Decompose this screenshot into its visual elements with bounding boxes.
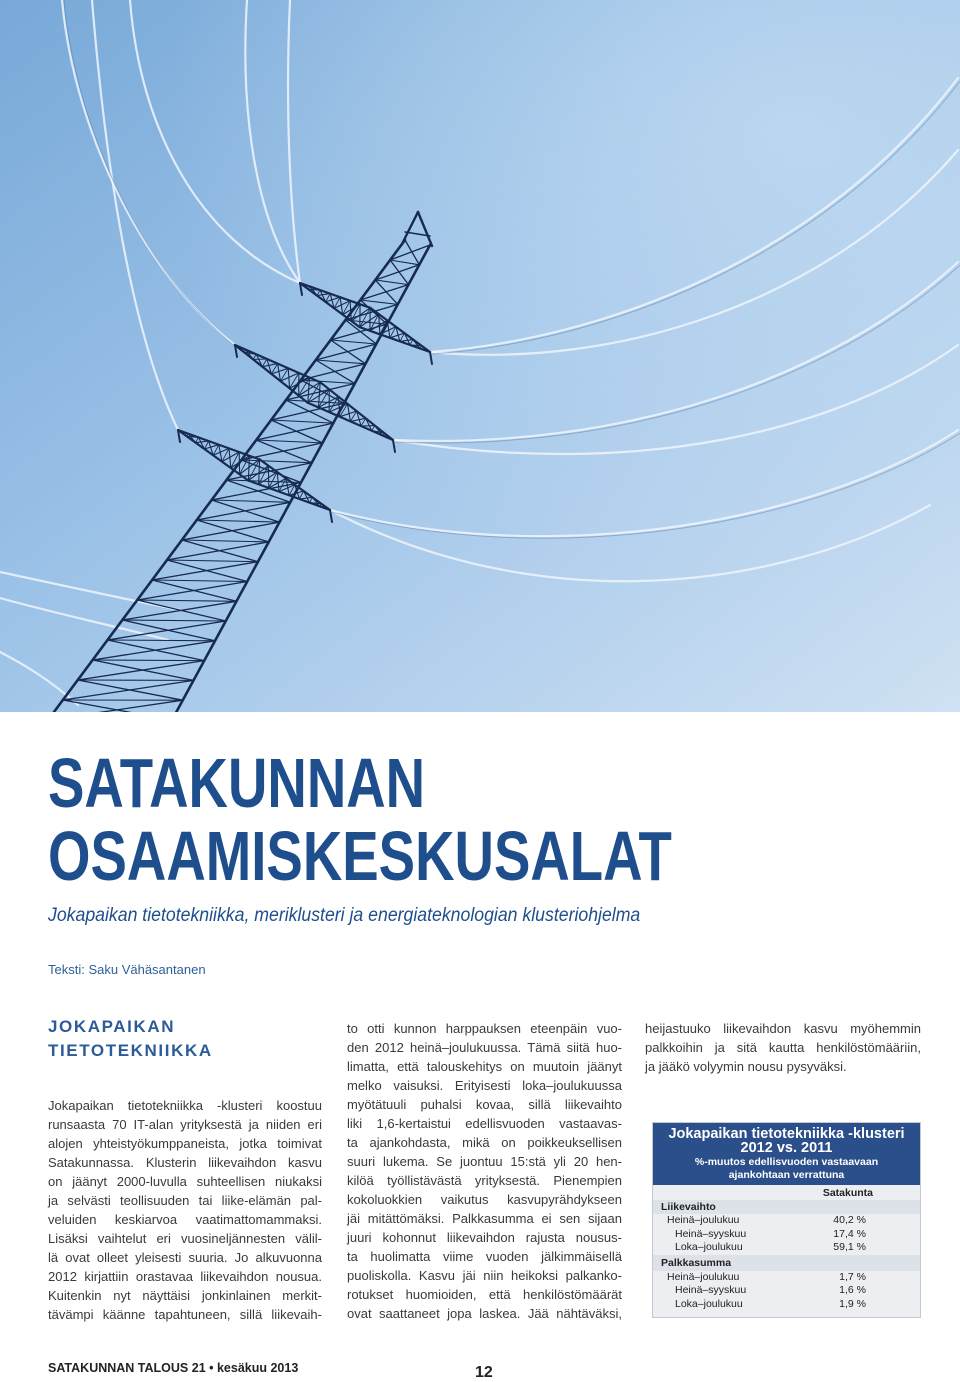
body-line: ta ajankohdasta, mikä on poikkeuksellisen <box>347 1135 622 1150</box>
body-line: melko vaisuksi. Erityisesti loka–joulukuussa <box>347 1078 622 1093</box>
table-section-row <box>653 1200 920 1214</box>
body-line: veluiden keskiarvoa vaatimattomammaksi. <box>48 1212 322 1227</box>
body-line: Kuitenkin nyt näyttäisi jonkinlainen merkit- <box>48 1288 322 1303</box>
body-line: puoliskolla. Kasvu jäi niin heikoksi palkanko- <box>347 1268 622 1283</box>
table-section-row <box>653 1255 920 1271</box>
body-line: Jokapaikan tietotekniikka -klusteri koostuu <box>48 1098 322 1113</box>
body-line: runsaasta 70 IT-alan yrityksestä ja niiden eri <box>48 1117 322 1132</box>
table-row-label: Loka–joulukuu <box>675 1241 743 1253</box>
table-section-label: Palkkasumma <box>661 1256 732 1269</box>
table-header <box>653 1123 920 1185</box>
table-column-header: Satakunta <box>822 1187 873 1199</box>
table-row-label: Heinä–syyskuu <box>675 1284 747 1296</box>
pylon-strut <box>93 660 205 661</box>
body-line: limatta, että talouskehitys on muutoin jäänyt <box>347 1059 622 1074</box>
body-line: rotukset huomioiden, että henkilöstömäärät <box>347 1287 622 1302</box>
article-title-line-2: OSAAMISKESKUSALAT <box>48 817 672 895</box>
body-line: jäi mitättömäksi. Palkkasumma ei sen sijaan <box>347 1211 622 1226</box>
body-line: suuri lukema. Se juontuu 15:stä yli 20 hen- <box>347 1154 622 1169</box>
body-line: juuri kohonnut liikevaihdon rajusta nousus- <box>347 1230 622 1245</box>
table-row-label: Heinä–joulukuu <box>667 1214 740 1226</box>
body-line: kilöä työllistävästä yrityksestä. Pienempien <box>347 1173 622 1188</box>
byline: Teksti: Saku Vähäsantanen <box>48 962 206 977</box>
table-row <box>653 1241 920 1255</box>
section-heading <box>48 1015 213 1063</box>
body-line: on jäänyt 2000-luvulla suhteellisen niukaksi <box>48 1174 322 1189</box>
body-line: alojen yhteistyökumppaneista, jotka toimivat <box>48 1136 322 1151</box>
text-column-3 <box>645 1019 921 1076</box>
table-section-label: Liikevaihto <box>661 1201 716 1213</box>
body-line: 2012 kirjattiin orastavaa liikevaihdon nousua. <box>48 1269 322 1284</box>
body-line: den 2012 heinä–joulukuussa. Tämä siitä huo- <box>347 1040 622 1055</box>
body-line: lä ovat olleet yleisesti suuria. Jo alkuvuonna <box>48 1250 322 1265</box>
body-line: ovat saattaneet jopa laskea. Jää nähtäväksi, <box>347 1306 622 1321</box>
table-row-value: 17,4 % <box>833 1227 866 1240</box>
table-row <box>653 1271 920 1285</box>
body-line: to otti kunnon harppauksen eteenpäin vuo- <box>347 1021 622 1036</box>
body-line: ja jääkö volyymin nousu pysyväksi. <box>645 1059 847 1074</box>
table-row-value: 1,7 % <box>839 1270 866 1283</box>
body-line: myötätuuli puhalsi kovaa, sillä liikevaihto <box>347 1097 622 1112</box>
footer-publication: SATAKUNNAN TALOUS 21 • kesäkuu 2013 <box>48 1361 299 1375</box>
body-line: Satakunnassa. Klusterin liikevaihdon kasvu <box>48 1155 322 1170</box>
table-title-line-2: 2012 vs. 2011 <box>740 1140 833 1156</box>
table-row-value: 59,1 % <box>833 1241 866 1253</box>
table-column-header-row <box>653 1185 920 1200</box>
section-heading-line: TIETOTEKNIIKKA <box>48 1041 213 1060</box>
table-row-label: Loka–joulukuu <box>675 1297 743 1310</box>
article-title-line-1: SATAKUNNAN <box>48 744 426 822</box>
table-row <box>653 1298 920 1312</box>
article-subtitle: Jokapaikan tietotekniikka, meriklusteri ja energiateknologian klusteriohjelma <box>48 905 641 926</box>
body-line: palkkoihin ja sitä kautta henkilöstömääriin, <box>645 1040 921 1055</box>
body-line: heijastuuko liikevaihdon kasvu myöhemmin <box>645 1021 921 1036</box>
table-caption: %-muutos edellisvuoden vastaavaan <box>694 1156 879 1168</box>
table-caption: ajankohtaan verrattuna <box>728 1169 845 1181</box>
body-line: tävämpi käänne tapahtuneen, sillä liikevaih- <box>48 1307 322 1322</box>
text-column-2 <box>347 1019 622 1323</box>
table-row-label: Heinä–syyskuu <box>675 1227 747 1240</box>
table-row <box>653 1284 920 1298</box>
body-line: kokoluokkien vaikutus kasvupyrähdykseen <box>347 1192 622 1207</box>
table-row <box>653 1228 920 1242</box>
body-line: ja selvästi teollisuuden tai liike-elämän pal- <box>48 1193 322 1208</box>
body-line: Lisäksi vaihtelut eri vuosineljännesten välil- <box>48 1231 322 1246</box>
table-row-value: 1,6 % <box>839 1284 866 1296</box>
body-line: liki 1,6-kertaistui edellisvuoden vastaavas- <box>347 1116 622 1131</box>
table-title: Jokapaikan tietotekniikka -klusteri <box>668 1126 905 1142</box>
statistics-table <box>652 1122 921 1318</box>
body-line: ta huolimatta viime vuoden jälkimmäisellä <box>347 1249 622 1264</box>
section-heading-line: JOKAPAIKAN <box>48 1017 176 1036</box>
text-column-1 <box>48 1096 322 1324</box>
table-row <box>653 1214 920 1228</box>
table-row-value: 40,2 % <box>833 1214 866 1226</box>
table-row-value: 1,9 % <box>839 1297 866 1310</box>
page-number: 12 <box>475 1364 493 1381</box>
table-row-label: Heinä–joulukuu <box>667 1270 740 1283</box>
